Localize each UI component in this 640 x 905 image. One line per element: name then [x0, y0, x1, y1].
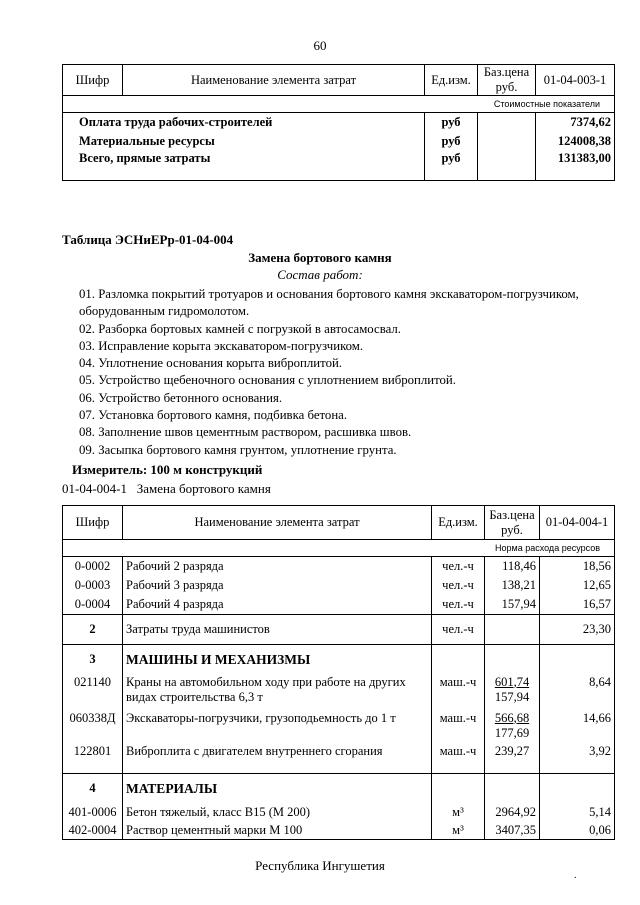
list-item: 09. Засыпка бортового камня грунтом, уплотнение грунта. [79, 442, 397, 457]
row-name: Оплата труда рабочих-строителей [63, 113, 425, 133]
row-name: Краны на автомобильном ходу при работе на других видах строительства 6,3 т [123, 675, 432, 711]
row-price: 239,27 [485, 744, 540, 774]
row-value: 12,65 [540, 576, 615, 595]
section-code: 4 [63, 774, 123, 804]
section-title: МАШИНЫ И МЕХАНИЗМЫ [123, 645, 432, 675]
row-name: Раствор цементный марки М 100 [123, 822, 432, 840]
list-item: 08. Заполнение швов цементным раствором, расшивка швов. [79, 425, 412, 440]
list-item: 05. Устройство щебеночного основания с уплотнением виброплитой. [79, 373, 456, 388]
row-name: Экскаваторы-погрузчики, грузоподьемность до 1 т [123, 711, 432, 744]
row-price [478, 113, 536, 133]
list-item: 04. Уплотнение основания корыта виброплитой. [79, 356, 343, 371]
row-code: 060338Д [63, 711, 123, 744]
row-price: 3407,35 [485, 822, 540, 840]
row-code: 0-0003 [63, 576, 123, 595]
col-header-name: Наименование элемента затрат [123, 65, 425, 96]
row-unit: маш.-ч [432, 675, 485, 711]
row-unit: руб [425, 113, 478, 133]
row-unit: маш.-ч [432, 711, 485, 744]
table-row [63, 744, 615, 774]
list-item: 02. Разборка бортовых камней с погрузкой в автосамосвал. [79, 321, 401, 336]
price-secondary: 177,69 [494, 725, 530, 740]
row-price [478, 133, 536, 151]
table-row [63, 804, 615, 822]
row-unit: чел.-ч [432, 557, 485, 576]
col-header-price: Баз.цена руб. [478, 65, 536, 96]
row-price [485, 711, 540, 744]
table-row [63, 595, 615, 615]
col-header-price: Баз.цена руб. [485, 506, 540, 540]
table-row [63, 675, 615, 711]
row-price: 138,21 [485, 576, 540, 595]
row-unit: м³ [432, 804, 485, 822]
subheader-row [63, 96, 615, 113]
list-item: 06. Устройство бетонного основания. [79, 390, 283, 405]
subheader-label: Норма расхода ресурсов [63, 540, 615, 557]
table-row [63, 711, 615, 744]
row-code: 402-0004 [63, 822, 123, 840]
section-row [63, 645, 615, 675]
row-value: 0,06 [540, 822, 615, 840]
row-unit: чел.-ч [432, 595, 485, 615]
row-unit: чел.-ч [432, 615, 485, 645]
row-price: 157,94 [485, 595, 540, 615]
row-value: 7374,62 [536, 113, 615, 133]
row-value: 14,66 [540, 711, 615, 744]
col-header-code: Шифр [63, 506, 123, 540]
table-row [63, 557, 615, 576]
row-unit: чел.-ч [432, 576, 485, 595]
subheader-label: Стоимостные показатели [63, 96, 615, 113]
row-price [485, 675, 540, 711]
row-price [478, 151, 536, 181]
row-value: 16,57 [540, 595, 615, 615]
row-name: Виброплита с двигателем внутреннего сгорания [123, 744, 432, 774]
table-header-row [63, 65, 615, 96]
row-name: Рабочий 2 разряда [123, 557, 432, 576]
row-unit: м³ [432, 822, 485, 840]
col-header-name: Наименование элемента затрат [123, 506, 432, 540]
section-title: МАТЕРИАЛЫ [123, 774, 432, 804]
row-code: 122801 [63, 744, 123, 774]
row-value: 3,92 [540, 744, 615, 774]
row-value: 124008,38 [536, 133, 615, 151]
row-value: 5,14 [540, 804, 615, 822]
row-value: 131383,00 [536, 151, 615, 181]
row-value: 18,56 [540, 557, 615, 576]
col-header-code: Шифр [63, 65, 123, 96]
section-row [63, 774, 615, 804]
row-unit: руб [425, 133, 478, 151]
row-name: Рабочий 4 разряда [123, 595, 432, 615]
works-list [79, 286, 609, 459]
section-code: 3 [63, 645, 123, 675]
col-header-norm: 01-04-004-1 [540, 506, 615, 540]
row-value: 23,30 [540, 615, 615, 645]
table-row [63, 151, 615, 181]
row-name: Затраты труда машинистов [123, 615, 432, 645]
measure-unit: Измеритель: 100 м конструкций [72, 462, 263, 477]
row-price [485, 615, 540, 645]
row-code: 401-0006 [63, 804, 123, 822]
row-name: Бетон тяжелый, класс В15 (М 200) [123, 804, 432, 822]
norm-code-line: 01-04-004-1 Замена бортового камня [62, 481, 271, 496]
row-name: Всего, прямые затраты [63, 151, 425, 181]
row-name: Материальные ресурсы [63, 133, 425, 151]
row-unit: маш.-ч [432, 744, 485, 774]
table-row [63, 822, 615, 840]
list-item: 07. Установка бортового камня, подбивка бетона. [79, 408, 348, 423]
price-main: 601,74 [494, 674, 530, 689]
table-row [63, 615, 615, 645]
table-row [63, 576, 615, 595]
row-name: Рабочий 3 разряда [123, 576, 432, 595]
row-code: 0-0002 [63, 557, 123, 576]
footer-mark: . [574, 870, 577, 881]
row-price: 2964,92 [485, 804, 540, 822]
row-price: 118,46 [485, 557, 540, 576]
row-value: 8,64 [540, 675, 615, 711]
subheader-row [63, 540, 615, 557]
row-code: 021140 [63, 675, 123, 711]
col-header-unit: Ед.изм. [425, 65, 478, 96]
price-secondary: 157,94 [494, 689, 530, 704]
list-item: 01. Разломка покрытий тротуаров и основания бортового камня экскаватором-погрузчиком, оборудованным гидромолотом. [79, 287, 579, 319]
row-code: 2 [63, 615, 123, 645]
col-header-norm: 01-04-003-1 [536, 65, 615, 96]
row-unit: руб [425, 151, 478, 181]
section-caption: Замена бортового камня [248, 250, 392, 265]
resources-table [62, 505, 615, 840]
price-main: 566,68 [494, 710, 530, 725]
footer-region: Республика Ингушетия [255, 858, 385, 873]
list-item: 03. Исправление корыта экскаватором-погрузчиком. [79, 338, 364, 353]
table-row [63, 113, 615, 133]
works-title: Состав работ: [277, 267, 363, 282]
table-title: Таблица ЭСНиЕРр-01-04-004 [62, 232, 234, 247]
cost-table [62, 64, 615, 181]
page-number: 60 [313, 38, 327, 53]
table-row [63, 133, 615, 151]
table-header-row [63, 506, 615, 540]
col-header-unit: Ед.изм. [432, 506, 485, 540]
row-code: 0-0004 [63, 595, 123, 615]
